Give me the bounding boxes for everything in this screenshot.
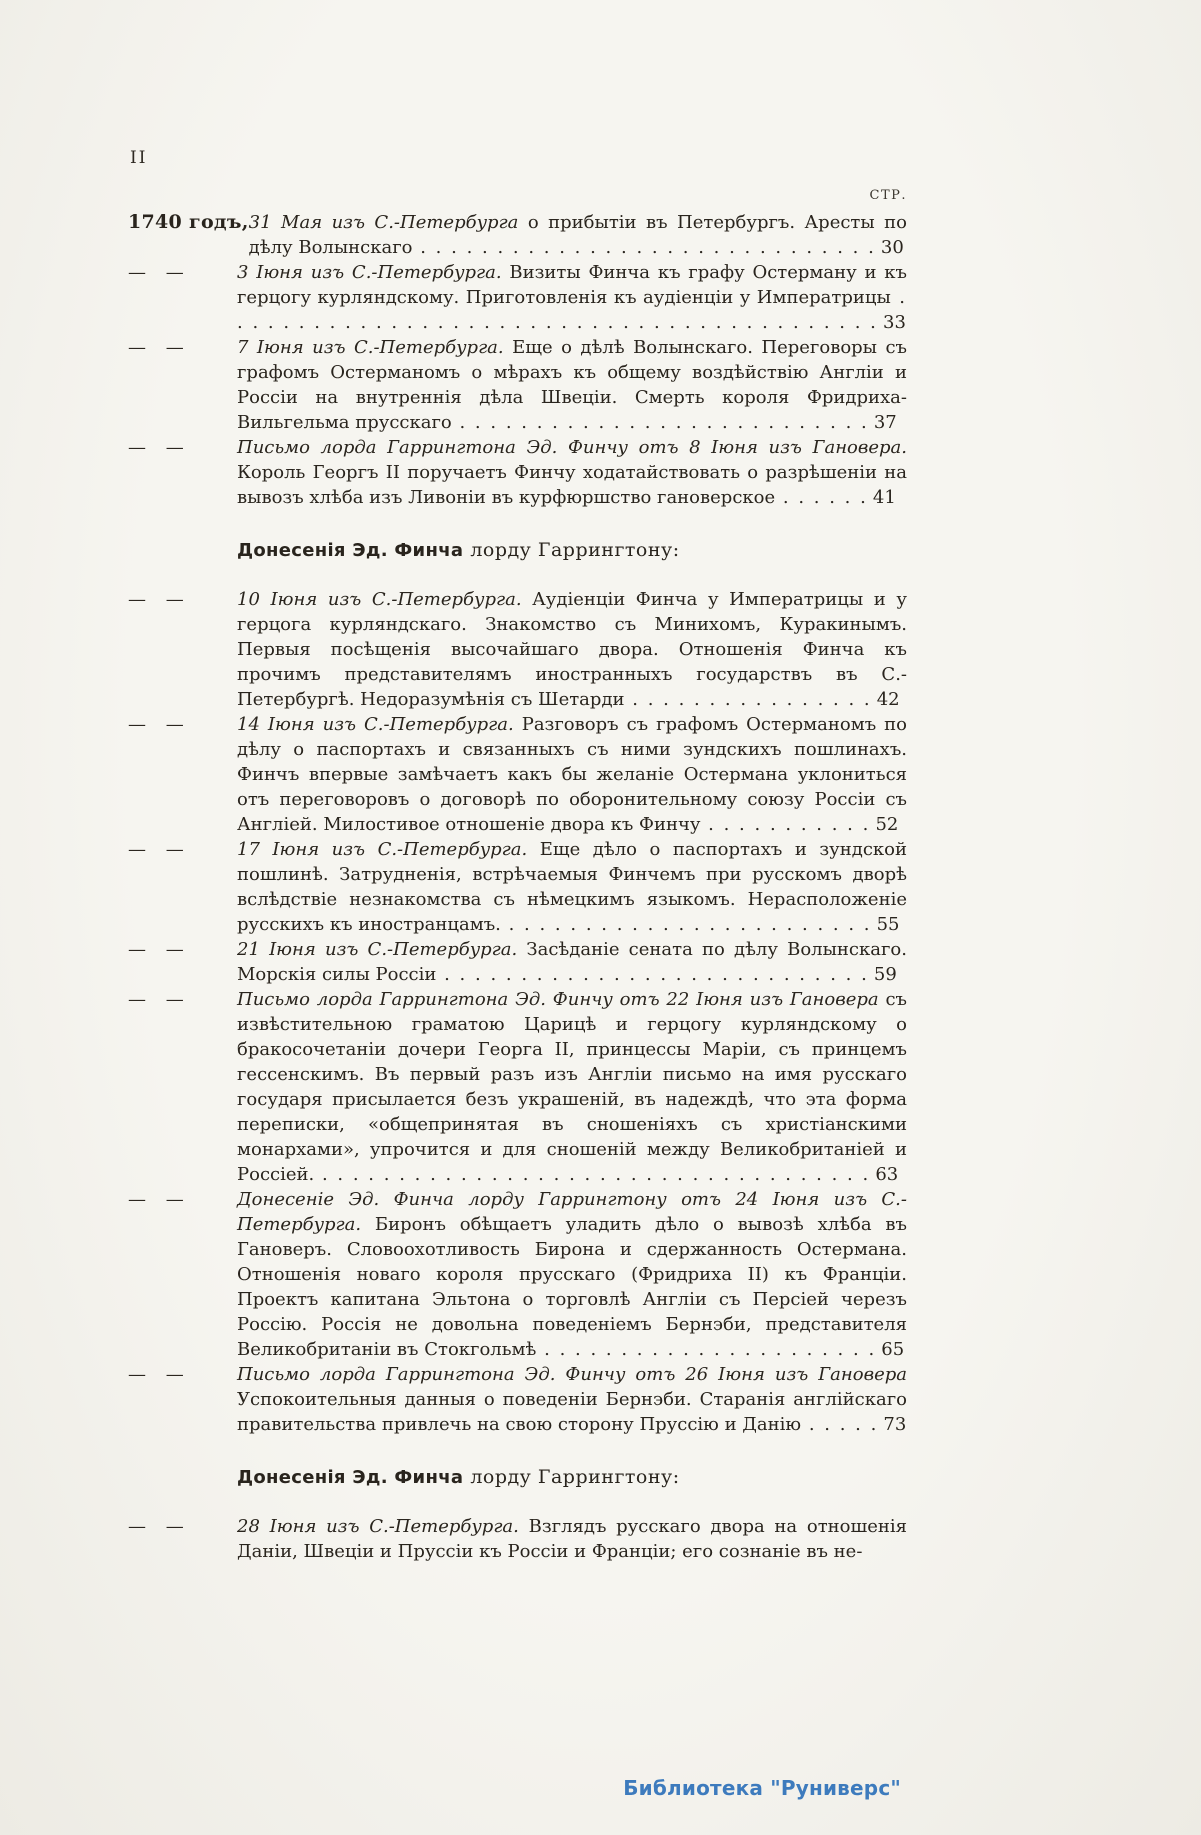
entry-text: Биронъ обѣщаетъ уладить дѣло о вывозѣ хлѣба въ Гановеръ. Словоохотливость Бирона и сдержанность Остермана. Отношенія новаго короля прусскаго (Фридриха II) къ Франціи. Проектъ капитана Эльтона о торговлѣ Англіи съ Персіей черезъ Россію. Россія не довольна поведеніемъ Бернэби, представителя Великобританіи въ Стокгольмѣ bbox=[237, 1214, 907, 1360]
ditto-marker: — — bbox=[128, 939, 184, 960]
entry-lead: Донесеніе Эд. Финча лорду Гаррингтону отъ 24 Іюня изъ С.-Петербурга. bbox=[237, 1189, 907, 1235]
entry-body bbox=[237, 1514, 907, 1564]
dot-leader: . . . . . . . . . . . . . . . . . . . . . . . . . . . . . . . . . . . . . . . . . . . bbox=[237, 287, 908, 333]
entry-page-number: 42 bbox=[876, 689, 900, 710]
ditto-marker: — — bbox=[128, 989, 184, 1010]
dot-leader: . . . . . . . . . . . . . . . . . . . . . . . . . . . . . . . . . . . . bbox=[314, 1164, 871, 1185]
entry-lead: 7 Іюня изъ С.-Петербурга. bbox=[237, 337, 504, 358]
entry-text: съ извѣстительною граматою Царицѣ и герцогу курляндскому о бракосочетаніи дочери Георга II, принцессы Маріи, съ принцемъ гессенскимъ. Въ первый разъ изъ Англіи письмо на имя русскаго государя присылается безъ украшеній, въ надеждѣ, что эта форма переписки, «общепринятая въ сношеніяхъ съ христіанскими монархами», упрочится и для сношеній между Великобританіей и Россіей. bbox=[237, 989, 907, 1185]
dot-leader: . . . . . bbox=[801, 1414, 879, 1435]
entry-text: Еще дѣло о паспортахъ и зундской пошлинѣ. Затрудненія, встрѣчаемыя Финчемъ при русскомъ дворѣ вслѣдствіе незнакомства съ нѣмецкимъ языкомъ. Нерасположеніе русскихъ къ иностранцамъ. bbox=[237, 839, 907, 935]
section-heading bbox=[128, 538, 907, 563]
toc-entry bbox=[128, 587, 907, 712]
folio-number: II bbox=[130, 148, 148, 168]
dot-leader: . . . . . . . . . . . . . . . . . . . . . . . . . . . . bbox=[436, 964, 869, 985]
year-label: 1740 годъ, bbox=[128, 211, 249, 233]
dot-leader: . . . . . . . . . . . . . . . . . . . . . . . . bbox=[500, 914, 872, 935]
entry-text: Разговоръ съ графомъ Остерманомъ по дѣлу о паспортахъ и связанныхъ съ ними зундскихъ пошлинахъ. Финчъ впервые замѣчаетъ какъ бы желаніе Остермана уклониться отъ переговоровъ о договорѣ по оборонительному союзу Россіи съ Англіей. Милостивое отношеніе двора къ Финчу bbox=[237, 714, 907, 835]
toc-entry bbox=[128, 260, 907, 335]
ditto-marker: — — bbox=[128, 1189, 184, 1210]
dot-leader: . . . . . . bbox=[775, 487, 868, 508]
entry-body bbox=[249, 210, 907, 260]
entry-text: Успокоительныя данныя о поведеніи Бернэби. Старанія англійскаго правительства привлечь на свою сторону Пруссію и Данію bbox=[237, 1389, 907, 1435]
entry-page-number: 73 bbox=[883, 1414, 907, 1435]
toc-entry bbox=[128, 712, 907, 837]
entry-body bbox=[237, 1362, 907, 1437]
toc-entry bbox=[128, 210, 907, 260]
entry-lead: 10 Іюня изъ С.-Петербурга. bbox=[237, 589, 522, 610]
entry-lead: 31 Мая изъ С.-Петербурга bbox=[248, 212, 519, 233]
entry-text: Король Георгъ II поручаетъ Финчу ходатайствовать о разрѣшеніи на вывозъ хлѣба изъ Ливоніи въ курфюршство гановерское bbox=[237, 462, 907, 508]
entry-lead: Письмо лорда Гаррингтона Эд. Финчу отъ 26 Іюня изъ Гановера bbox=[237, 1364, 907, 1385]
ditto-marker: — — bbox=[128, 437, 184, 458]
ditto-marker: — — bbox=[128, 262, 184, 283]
entry-page-number: 63 bbox=[875, 1164, 899, 1185]
heading-rest: лорду Гаррингтону: bbox=[470, 1466, 680, 1488]
entry-lead: 21 Іюня изъ С.-Петербурга. bbox=[237, 939, 518, 960]
entry-body bbox=[237, 987, 907, 1187]
ditto-marker: — — bbox=[128, 714, 184, 735]
entry-body bbox=[237, 335, 907, 435]
entry-text: о прибытіи въ Петербургъ. Аресты по дѣлу Волынскаго bbox=[248, 212, 907, 258]
heading-bold: Донесенія Эд. Финча bbox=[237, 540, 464, 561]
entry-page-number: 55 bbox=[876, 914, 900, 935]
entry-page-number: 65 bbox=[881, 1339, 905, 1360]
entry-lead: 28 Іюня изъ С.-Петербурга. bbox=[237, 1516, 519, 1537]
entry-body bbox=[237, 587, 907, 712]
entry-text: Взглядъ русскаго двора на отношенія Даніи, Швеціи и Пруссіи къ Россіи и Франціи; его сознаніе въ не- bbox=[237, 1516, 907, 1562]
entry-text: Засѣданіе сената по дѣлу Волынскаго. Морскія силы Россіи bbox=[237, 939, 907, 985]
entry-body bbox=[237, 1187, 907, 1362]
dot-leader: . . . . . . . . . . . . . . . . bbox=[624, 689, 872, 710]
entry-lead: Письмо лорда Гаррингтона Эд. Финчу отъ 8 Іюня изъ Гановера. bbox=[237, 437, 907, 458]
entry-page-number: 52 bbox=[875, 814, 899, 835]
entry-page-number: 41 bbox=[872, 487, 896, 508]
toc-entry bbox=[128, 335, 907, 435]
entry-body bbox=[237, 260, 907, 335]
entry-text: Аудіенціи Финча у Императрицы и у герцога курляндскаго. Знакомство съ Минихомъ, Куракинымъ. Первыя посѣщенія высочайшаго двора. Отношенія Финча къ прочимъ представителямъ иностранныхъ государствъ въ С.-Петербургѣ. Недоразумѣнія съ Шетарди bbox=[237, 589, 907, 710]
entry-page-number: 37 bbox=[873, 412, 897, 433]
heading-bold: Донесенія Эд. Финча bbox=[237, 1467, 464, 1488]
toc-entry bbox=[128, 1362, 907, 1437]
toc-entry bbox=[128, 1514, 907, 1564]
entry-body bbox=[237, 937, 907, 987]
entry-body bbox=[237, 712, 907, 837]
dot-leader: . . . . . . . . . . . . . . . . . . . . . . . . . . . bbox=[451, 412, 869, 433]
entry-lead: Письмо лорда Гаррингтона Эд. Финчу отъ 22 Іюня изъ Гановера bbox=[237, 989, 879, 1010]
ditto-marker: — — bbox=[128, 589, 184, 610]
entry-page-number: 33 bbox=[883, 312, 906, 333]
dot-leader: . . . . . . . . . . . bbox=[700, 814, 871, 835]
heading-rest: лорду Гаррингтону: bbox=[470, 539, 680, 561]
toc-entry bbox=[128, 837, 907, 937]
ditto-marker: — — bbox=[128, 1364, 184, 1385]
toc-entry bbox=[128, 435, 907, 510]
entry-page-number: 59 bbox=[873, 964, 897, 985]
dot-leader: . . . . . . . . . . . . . . . . . . . . . . . . . . . . . . bbox=[412, 237, 876, 258]
entry-body bbox=[237, 435, 907, 510]
entry-text: Визиты Финча къ графу Остерману и къ герцогу курляндскому. Приготовленія къ аудіенціи у Императрицы bbox=[237, 262, 907, 308]
entry-lead: 14 Іюня изъ С.-Петербурга. bbox=[237, 714, 514, 735]
entry-page-number: 30 bbox=[880, 237, 904, 258]
entry-lead: 3 Іюня изъ С.-Петербурга. bbox=[237, 262, 502, 283]
ditto-marker: — — bbox=[128, 337, 184, 358]
toc-entry bbox=[128, 1187, 907, 1362]
watermark: Библиотека "Руниверс" bbox=[623, 1776, 901, 1800]
toc-entry bbox=[128, 987, 907, 1187]
ditto-marker: — — bbox=[128, 839, 184, 860]
entry-text: Еще о дѣлѣ Волынскаго. Переговоры съ графомъ Остерманомъ о мѣрахъ къ общему воздѣйствію Англіи и Россіи на внутреннія дѣла Швеціи. Смерть короля Фридриха-Вильгельма прусскаго bbox=[237, 337, 907, 433]
dot-leader: . . . . . . . . . . . . . . . . . . . . . . bbox=[536, 1339, 877, 1360]
ditto-marker: — — bbox=[128, 1516, 184, 1537]
page-column-header: СТР. bbox=[869, 188, 907, 203]
entry-body bbox=[237, 837, 907, 937]
section-heading bbox=[128, 1465, 907, 1490]
table-of-contents bbox=[128, 188, 908, 1564]
entry-lead: 17 Іюня изъ С.-Петербурга. bbox=[237, 839, 528, 860]
toc-entry bbox=[128, 937, 907, 987]
